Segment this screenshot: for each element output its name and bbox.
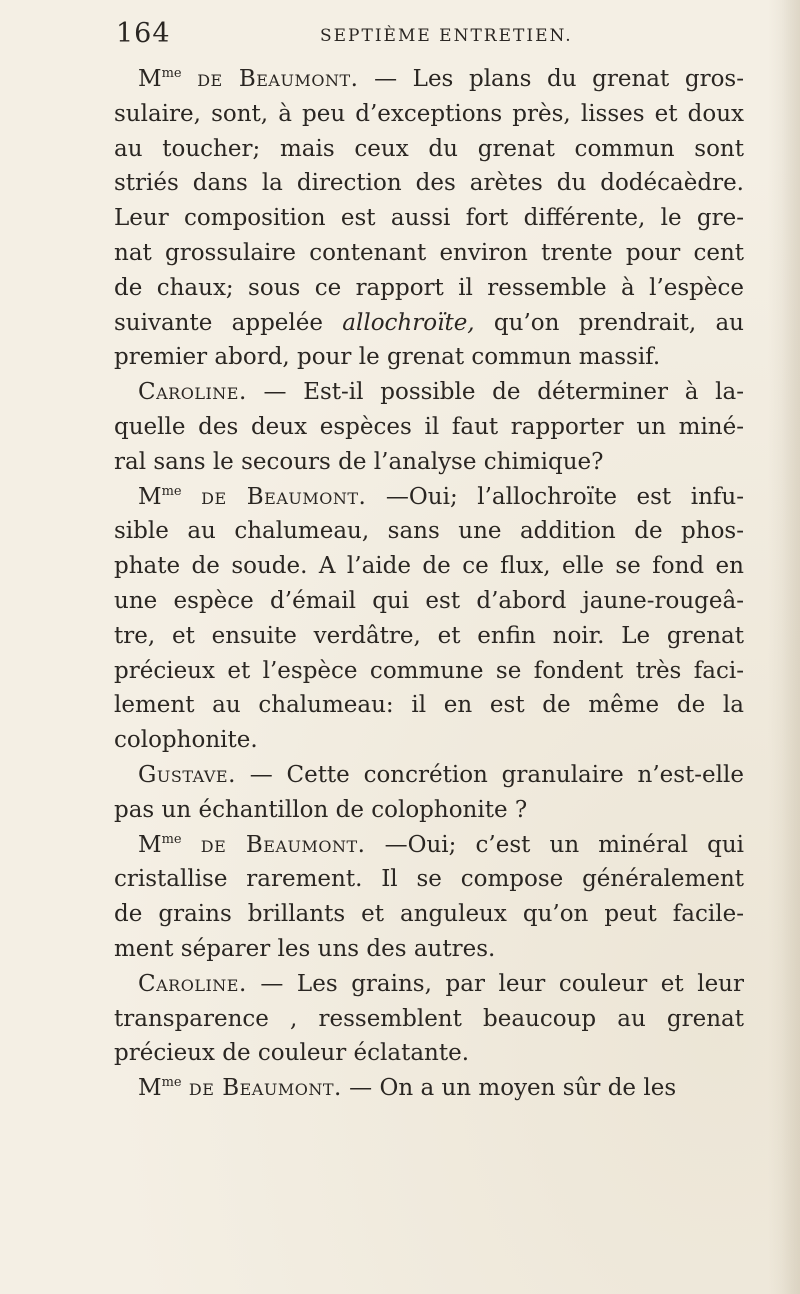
- text-line: cristallise rarement. Il se compose généralement: [114, 866, 744, 893]
- text-line: de chaux; sous ce rapport il ressemble à l’espèce: [114, 274, 744, 301]
- speaker-name: Caroline.: [138, 970, 247, 997]
- chapter-title: SEPTIÈME ENTRETIEN.: [320, 26, 573, 46]
- text-line: sible au chalumeau, sans une addition de phos-: [114, 518, 744, 545]
- speaker-name: Caroline.: [138, 379, 247, 406]
- page-edge-shadow: [782, 0, 800, 1294]
- speaker-title: M: [138, 1075, 162, 1102]
- speaker-name: de Beaumont.: [201, 483, 367, 510]
- text-line: lement au chalumeau: il en est de même de la: [114, 692, 744, 719]
- text-line: premier abord, pour le grenat commun massif.: [114, 344, 661, 371]
- text-line: précieux de couleur éclatante.: [114, 1040, 470, 1067]
- speaker-title-suffix: me: [161, 66, 182, 81]
- text-line: $M^{me}$ de Beaumont. — On a un moyen sûr de les: [138, 1075, 677, 1102]
- text-line: striés dans la direction des arètes du dodécaèdre.: [114, 170, 744, 197]
- text-line: ral sans le secours de l’analyse chimique?: [114, 448, 604, 475]
- text-line: colophonite.: [114, 727, 258, 754]
- running-head: [112, 18, 732, 58]
- text-line: ment séparer les uns des autres.: [114, 935, 496, 962]
- text-line: de grains brillants et anguleux qu’on peut facile-: [114, 901, 744, 928]
- speaker-title-suffix: me: [161, 1075, 182, 1091]
- text-line: $M^{me}$ de Beaumont. —Oui; l’allochroïte est infu-: [138, 483, 744, 510]
- speaker-title: M: [138, 66, 162, 92]
- text-line: nat grossulaire contenant environ trente pour cent: [114, 239, 744, 266]
- speaker-title-suffix: me: [161, 831, 182, 847]
- text-line: Caroline. — Les grains, par leur couleur et leur: [138, 970, 744, 997]
- page-number: 164: [116, 18, 171, 49]
- speaker-title-suffix: me: [161, 483, 182, 499]
- italic-term: allochroïte,: [342, 309, 475, 336]
- text-line: Leur composition est aussi fort différente, le gre-: [114, 205, 744, 232]
- speaker-title: M: [138, 483, 162, 510]
- speaker-name: de Beaumont.: [200, 831, 366, 858]
- text-line: pas un échantillon de colophonite ?: [114, 796, 528, 823]
- speaker-name: de Beaumont.: [188, 1075, 342, 1102]
- text-line: précieux et l’espèce commune se fondent très faci-: [114, 657, 744, 684]
- text-line: $M^{me}$ de Beaumont. —Oui; c’est un minéral qui: [138, 831, 744, 858]
- text-line: phate de soude. A l’aide de ce flux, elle se fond en: [114, 553, 744, 580]
- speaker-title: M: [138, 831, 162, 858]
- text-line: sulaire, sont, à peu d’exceptions près, lisses et doux: [114, 100, 744, 127]
- text-line: suivante appelée allochroïte, qu’on prendrait, au: [114, 309, 744, 336]
- text-line: transparence , ressemblent beaucoup au grenat: [114, 1005, 744, 1032]
- speaker-name: Gustave.: [138, 761, 236, 788]
- text-line: $M^{me}$ de Beaumont. — Les plans du grenat gros-: [138, 66, 744, 92]
- text-line: Caroline. — Est-il possible de déterminer à la-: [138, 379, 744, 406]
- text-line: Gustave. — Cette concrétion granulaire n’est-elle: [138, 761, 744, 788]
- speaker-name: de Beaumont.: [197, 66, 359, 92]
- text-line: au toucher; mais ceux du grenat commun sont: [114, 135, 744, 162]
- text-line: quelle des deux espèces il faut rapporter un miné-: [114, 413, 744, 440]
- text-line: tre, et ensuite verdâtre, et enfin noir. Le grenat: [114, 622, 744, 649]
- body-text: [114, 62, 744, 1106]
- text-line: une espèce d’émail qui est d’abord jaune-rougeâ-: [114, 587, 744, 614]
